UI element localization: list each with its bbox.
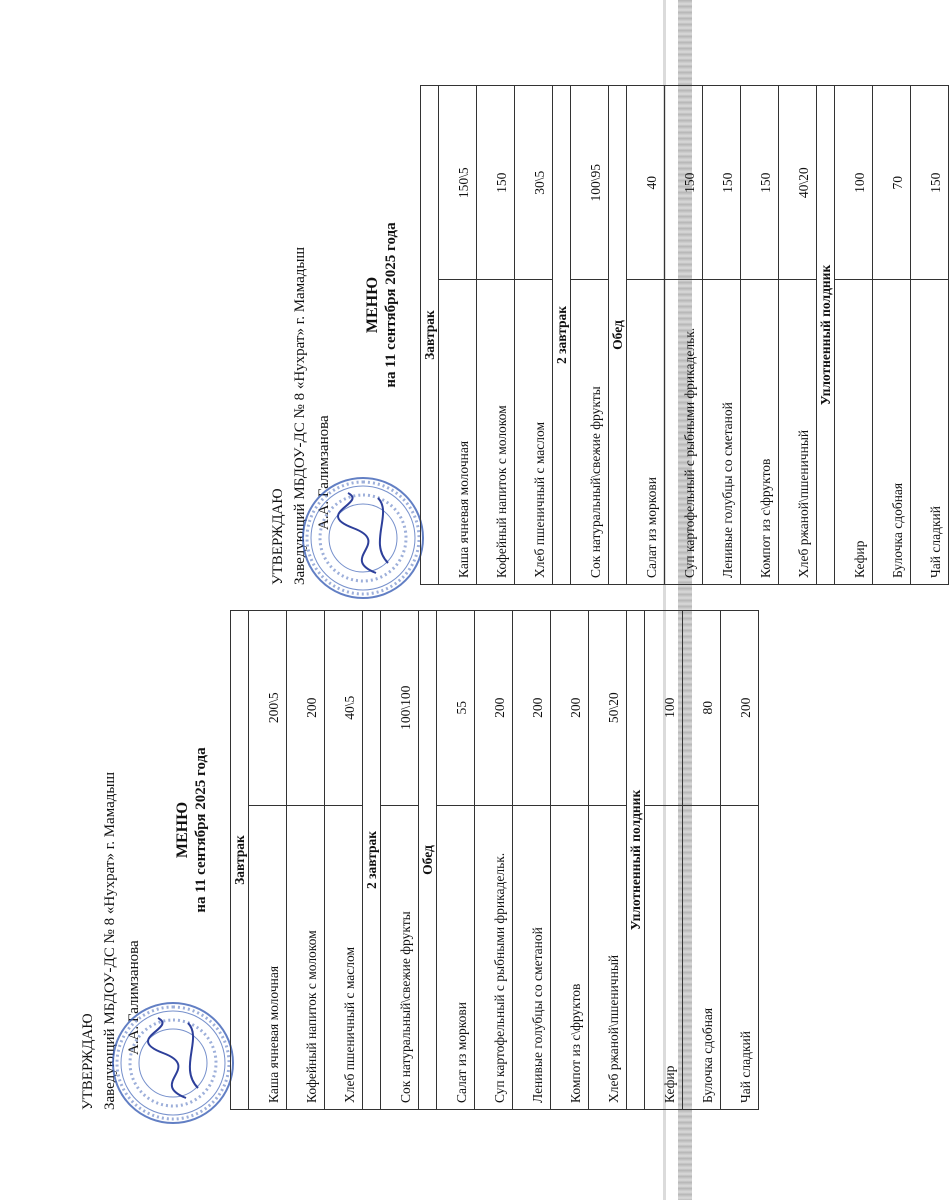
- menu-title: МЕНЮ: [174, 801, 191, 859]
- section-header-row: [817, 86, 835, 585]
- signature-icon: [148, 1018, 198, 1098]
- table-row: [703, 86, 741, 585]
- signature-icon: [338, 493, 388, 573]
- table-row: [475, 611, 513, 1110]
- portion-size: 100: [835, 86, 873, 280]
- dish-name: Хлеб пшеничный с маслом: [325, 805, 363, 1109]
- portion-size: 100\100: [381, 611, 419, 806]
- section-title: Завтрак: [231, 611, 249, 1110]
- table-row: [513, 611, 551, 1110]
- portion-size: 55: [437, 611, 475, 806]
- dish-name: Ленивые голубцы со сметаной: [703, 280, 741, 585]
- section-header-row: [609, 86, 627, 585]
- dish-name: Сок натуральный\свежие фрукты: [571, 280, 609, 585]
- signatory: А.А. Галимзанова: [316, 415, 332, 530]
- portion-size: 40: [627, 86, 665, 280]
- dish-name: Каша ячневая молочная: [249, 805, 287, 1109]
- table-row: [779, 86, 817, 585]
- table-row: [627, 86, 665, 585]
- section-title: 2 завтрак: [553, 86, 571, 585]
- menu-title: МЕНЮ: [364, 276, 381, 334]
- menu-sheet-right: [270, 25, 943, 585]
- portion-size: 150: [703, 86, 741, 280]
- head-line: Заведующий МБДОУ-ДС № 8 «Нухрат» г. Мамадыш: [102, 771, 118, 1110]
- table-row: [287, 611, 325, 1110]
- section-header-row: [419, 611, 437, 1110]
- portion-size: 200: [475, 611, 513, 806]
- portion-size: 150: [665, 86, 703, 280]
- section-header-row: [553, 86, 571, 585]
- dish-name: Суп картофельный с рыбными фрикадельк.: [475, 805, 513, 1109]
- portion-size: 150: [741, 86, 779, 280]
- table-row: [835, 86, 873, 585]
- table-row: [515, 86, 553, 585]
- dish-name: Булочка сдобная: [683, 805, 721, 1109]
- seal-stamp-icon: [298, 473, 428, 603]
- portion-size: 150\5: [439, 86, 477, 280]
- table-row: [645, 611, 683, 1110]
- portion-size: 200: [513, 611, 551, 806]
- dish-name: Каша ячневая молочная: [439, 280, 477, 585]
- portion-size: 80: [683, 611, 721, 806]
- portion-size: 40\20: [779, 86, 817, 280]
- portion-size: 200: [721, 611, 759, 806]
- dish-name: Хлеб ржаной\пшеничный: [589, 805, 627, 1109]
- dish-name: Ленивые голубцы со сметаной: [513, 805, 551, 1109]
- dish-name: Хлеб пшеничный с маслом: [515, 280, 553, 585]
- portion-size: 200: [287, 611, 325, 806]
- menu-date: на 11 сентября 2025 года: [193, 747, 209, 913]
- dish-name: Сок натуральный\свежие фрукты: [381, 805, 419, 1109]
- menu-table: [230, 610, 759, 1110]
- menu-date: на 11 сентября 2025 года: [383, 222, 399, 388]
- dish-name: Булочка сдобная: [873, 280, 911, 585]
- portion-size: 100: [645, 611, 683, 806]
- approve-label: УТВЕРЖДАЮ: [80, 1013, 96, 1110]
- section-title: 2 завтрак: [363, 611, 381, 1110]
- portion-size: 50\20: [589, 611, 627, 806]
- dish-name: Чай сладкий: [911, 280, 949, 585]
- table-row: [325, 611, 363, 1110]
- portion-size: 30\5: [515, 86, 553, 280]
- dish-name: Хлеб ржаной\пшеничный: [779, 280, 817, 585]
- section-header-row: [421, 86, 439, 585]
- table-row: [571, 86, 609, 585]
- table-row: [381, 611, 419, 1110]
- table-row: [911, 86, 949, 585]
- section-header-row: [363, 611, 381, 1110]
- section-title: Уплотненный полдник: [817, 86, 835, 585]
- section-title: Обед: [419, 611, 437, 1110]
- portion-size: 150: [911, 86, 949, 280]
- dish-name: Компот из с\фруктов: [551, 805, 589, 1109]
- section-title: Завтрак: [421, 86, 439, 585]
- dish-name: Салат из моркови: [627, 280, 665, 585]
- portion-size: 100\95: [571, 86, 609, 280]
- dish-name: Кефир: [835, 280, 873, 585]
- table-row: [873, 86, 911, 585]
- section-header-row: [627, 611, 645, 1110]
- seal-stamp-icon: [108, 998, 238, 1128]
- table-row: [665, 86, 703, 585]
- dish-name: Суп картофельный с рыбными фрикадельк.: [665, 280, 703, 585]
- table-row: [249, 611, 287, 1110]
- section-title: Обед: [609, 86, 627, 585]
- table-row: [683, 611, 721, 1110]
- portion-size: 70: [873, 86, 911, 280]
- table-row: [741, 86, 779, 585]
- portion-size: 150: [477, 86, 515, 280]
- table-row: [721, 611, 759, 1110]
- dish-name: Кофейный напиток с молоком: [477, 280, 515, 585]
- table-row: [439, 86, 477, 585]
- dish-name: Салат из моркови: [437, 805, 475, 1109]
- portion-size: 200: [551, 611, 589, 806]
- portion-size: 40\5: [325, 611, 363, 806]
- portion-size: 200\5: [249, 611, 287, 806]
- dish-name: Чай сладкий: [721, 805, 759, 1109]
- head-line: Заведующий МБДОУ-ДС № 8 «Нухрат» г. Мамадыш: [292, 246, 308, 585]
- dish-name: Кофейный напиток с молоком: [287, 805, 325, 1109]
- dish-name: Кефир: [645, 805, 683, 1109]
- table-row: [589, 611, 627, 1110]
- table-row: [551, 611, 589, 1110]
- menu-sheet-left: [80, 550, 753, 1110]
- table-row: [437, 611, 475, 1110]
- section-header-row: [231, 611, 249, 1110]
- signatory: А.А. Галимзанова: [126, 940, 142, 1055]
- section-title: Уплотненный полдник: [627, 611, 645, 1110]
- menu-table: [420, 85, 949, 585]
- dish-name: Компот из с\фруктов: [741, 280, 779, 585]
- table-row: [477, 86, 515, 585]
- approve-label: УТВЕРЖДАЮ: [270, 488, 286, 585]
